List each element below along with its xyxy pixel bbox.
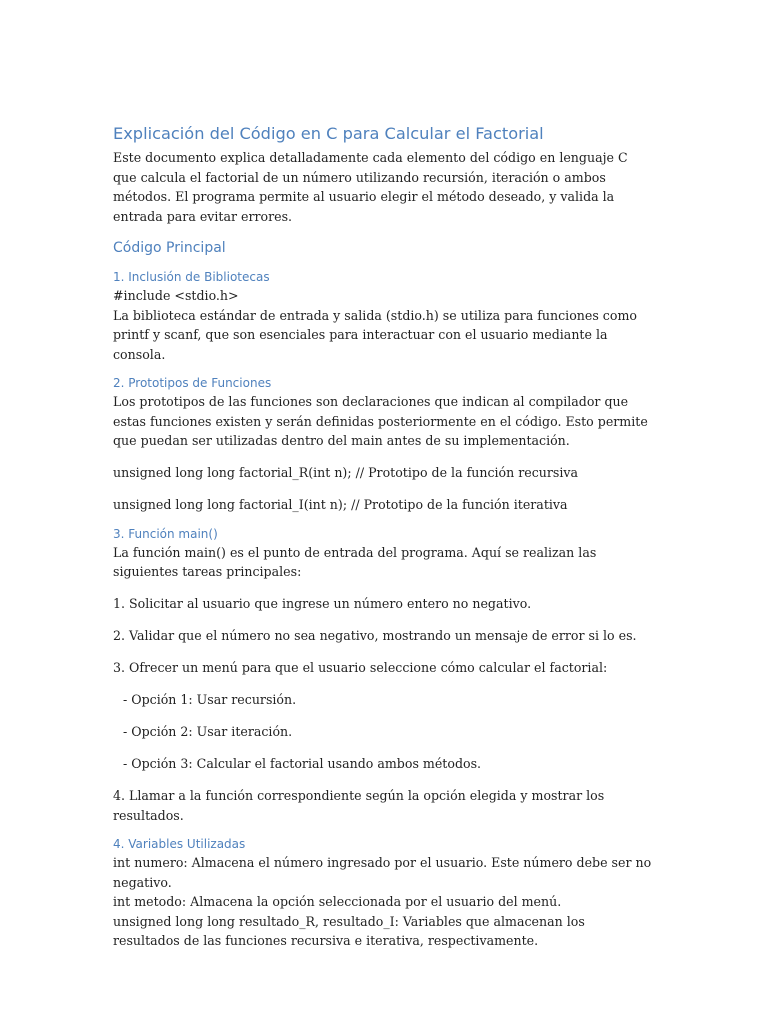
list-item: 3. Ofrecer un menú para que el usuario seleccione cómo calcular el factorial: [113,660,608,675]
section-paragraph: Los prototipos de las funciones son declaraciones que indican al compilador que estas funciones existen y serán definidas posteriormente en el código. Esto permite que puedan ser utilizadas dentro del main antes de su implementación. [113,394,648,448]
document-page [113,120,653,951]
section-heading: 4. Variables Utilizadas [113,837,246,851]
intro-paragraph: Este documento explica detalladamente cada elemento del código en lenguaje C que calcula el factorial de un número utilizando recursión, iteración o ambos métodos. El programa permite al usuario elegir el método deseado, y valida la entrada para evitar errores. [113,150,628,224]
list-item: 4. Llamar a la función correspondiente según la opción elegida y mostrar los resultados. [113,788,605,823]
code-line: unsigned long long factorial_I(int n); // Prototipo de la función iterativa [113,497,568,512]
variable-description: unsigned long long resultado_R, resultado_I: Variables que almacenan los resultados de las funciones recursiva e iterativa, respectivamente. [113,913,585,948]
section-heading: 2. Prototipos de Funciones [113,376,272,390]
section-libraries [113,268,653,364]
section-heading: 1. Inclusión de Bibliotecas [113,270,270,284]
list-item: 1. Solicitar al usuario que ingrese un número entero no negativo. [113,596,532,611]
main-heading: Código Principal [113,240,226,256]
list-item: - Opción 1: Usar recursión. [123,692,297,707]
document-title: Explicación del Código en C para Calcular el Factorial [113,124,544,143]
list-item: 2. Validar que el número no sea negativo, mostrando un mensaje de error si lo es. [113,628,637,643]
list-item: - Opción 2: Usar iteración. [123,724,293,739]
list-item: - Opción 3: Calcular el factorial usando ambos métodos. [123,756,482,771]
variable-description: int numero: Almacena el número ingresado por el usuario. Este número debe ser no negativo. [113,855,652,890]
section-variables [113,835,653,951]
section-heading: 3. Función main() [113,526,218,541]
code-line: unsigned long long factorial_R(int n); // Prototipo de la función recursiva [113,465,579,480]
variable-description: int metodo: Almacena la opción seleccionada por el usuario del menú. [113,894,562,909]
section-paragraph: La función main() es el punto de entrada del programa. Aquí se realizan las siguientes tareas principales: [113,544,597,579]
section-paragraph: La biblioteca estándar de entrada y salida (stdio.h) se utiliza para funciones como printf y scanf, que son esenciales para interactuar con el usuario mediante la consola. [113,307,637,362]
section-prototypes [113,374,653,515]
section-main-function [113,525,653,826]
code-line: #include <stdio.h> [113,288,239,303]
